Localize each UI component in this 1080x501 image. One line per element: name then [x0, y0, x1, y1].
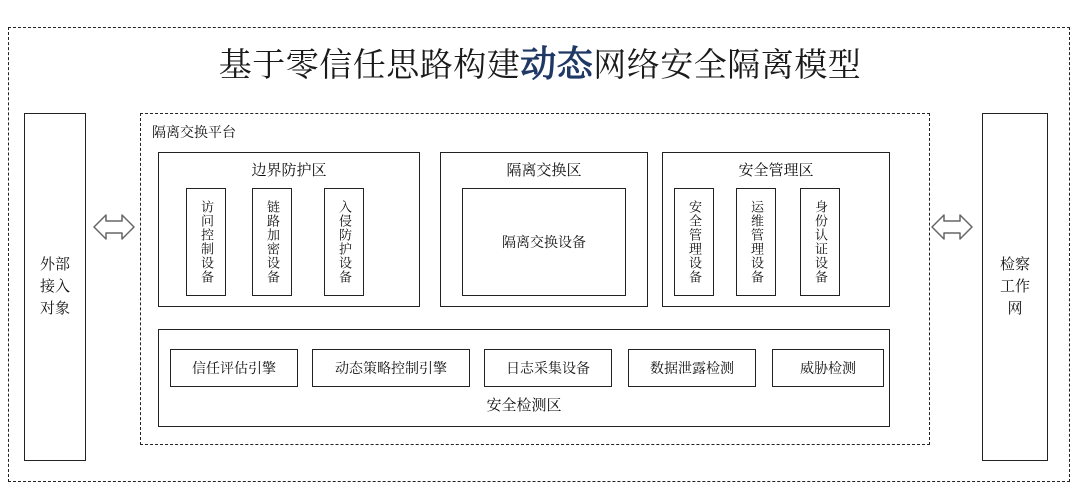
device-isolation-exchange: 隔离交换设备	[462, 188, 626, 296]
page-title	[0, 44, 1080, 85]
device-ops-management-label: 运维管理设备	[749, 200, 764, 284]
isolation-exchange-zone-title: 隔离交换区	[506, 162, 582, 179]
detect-item-dynamic-policy-engine: 动态策略控制引擎	[312, 349, 470, 387]
double-arrow-horizontal-icon-left	[92, 210, 136, 244]
device-identity-authentication	[800, 188, 840, 296]
double-arrow-horizontal-icon-right	[930, 210, 974, 244]
endpoint-left-label: 外部接入对象	[39, 256, 70, 317]
detect-item-data-leak-detection: 数据泄露检测	[628, 349, 756, 387]
endpoint-external-access	[24, 113, 86, 461]
security-management-zone-title: 安全管理区	[738, 162, 814, 179]
detect-item-threat-detection: 威胁检测	[772, 349, 884, 387]
title-part-2: 网络安全隔离模型	[593, 46, 862, 83]
device-identity-authentication-label: 身份认证设备	[813, 200, 828, 284]
title-accent: 动态	[520, 43, 594, 84]
device-link-encryption-label: 链路加密设备	[265, 200, 280, 284]
device-access-control-label: 访问控制设备	[199, 200, 214, 284]
device-access-control	[186, 188, 226, 296]
device-intrusion-prevention	[324, 188, 364, 296]
endpoint-procuratorate-network	[982, 113, 1048, 461]
endpoint-right-label: 检察工作网	[999, 256, 1030, 317]
device-ops-management	[736, 188, 776, 296]
detect-item-log-collection: 日志采集设备	[484, 349, 612, 387]
device-security-management-label: 安全管理设备	[687, 200, 702, 284]
device-link-encryption	[252, 188, 292, 296]
border-protection-zone-title: 边界防护区	[251, 162, 327, 179]
device-security-management	[674, 188, 714, 296]
device-intrusion-prevention-label: 入侵防护设备	[337, 200, 352, 284]
security-detection-zone-title: 安全检测区	[486, 397, 562, 414]
title-part-1: 基于零信任思路构建	[218, 46, 521, 83]
detect-item-trust-evaluation-engine: 信任评估引擎	[170, 349, 298, 387]
platform-label: 隔离交换平台	[152, 124, 236, 140]
